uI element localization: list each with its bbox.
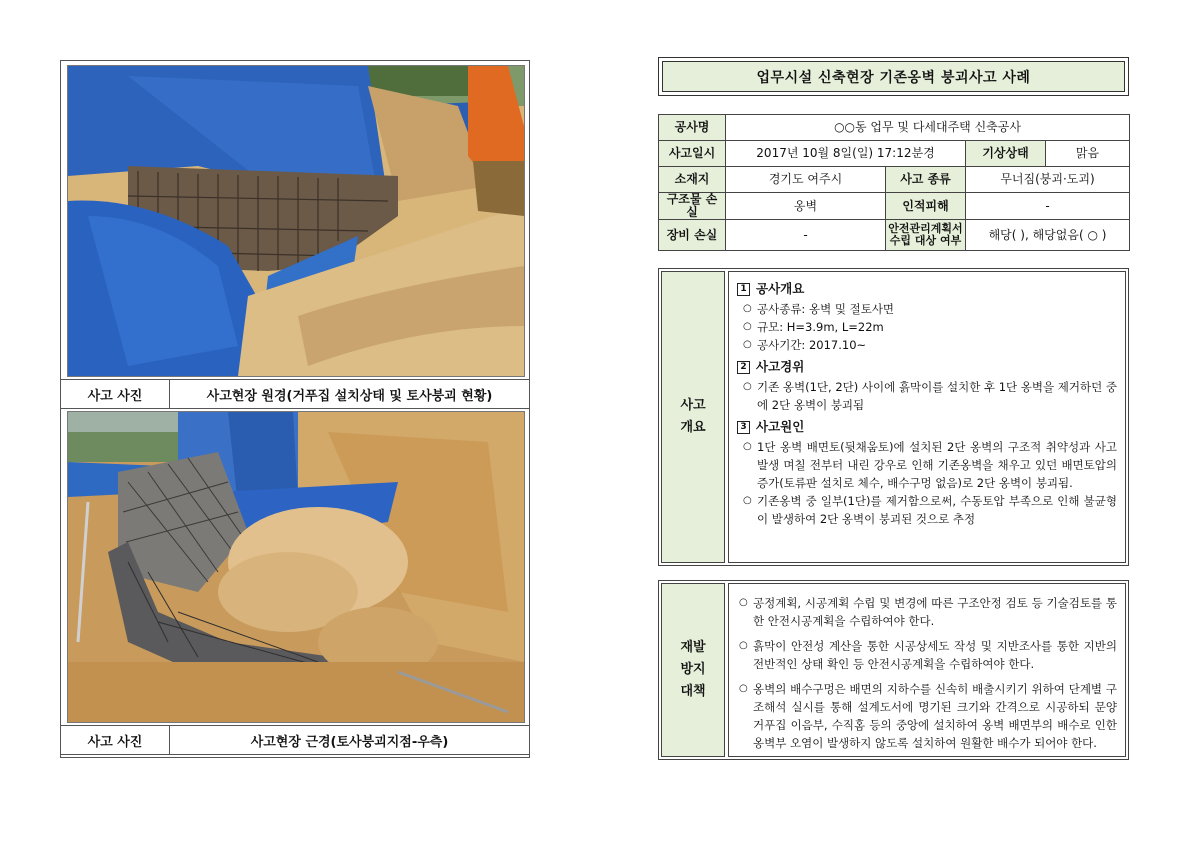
document-title-box (658, 57, 1129, 96)
subsection-title: 사고경위 (756, 359, 805, 374)
list-item-text: 공사종류: 옹벽 및 절토사면 (757, 302, 895, 316)
weather-label: 기상상태 (966, 141, 1046, 167)
accident-overview-section (658, 268, 1129, 566)
bullet-icon: ○ (743, 321, 752, 332)
accident-photo-close-image (68, 412, 524, 722)
project-value: ○○동 업무 및 다세대주택 신축공사 (726, 115, 1130, 141)
list-item (743, 318, 1117, 336)
accident-type-value: 무너짐(붕괴·도괴) (966, 167, 1130, 193)
photo-panel (60, 60, 530, 758)
bullet-icon: ○ (739, 597, 748, 608)
list-item-text: 공사기간: 2017.10~ (757, 338, 867, 352)
list-item-text: 규모: H=3.9m, L=22m (757, 320, 884, 334)
subsection-number: 1 (737, 283, 750, 296)
safety-plan-label-line: 안전관리계획서 (888, 222, 963, 235)
photo-caption-row-2 (61, 725, 529, 755)
photo-caption: 사고현장 근경(토사붕괴지점-우측) (250, 734, 449, 750)
accident-type-label: 사고 종류 (886, 167, 966, 193)
overview-label (661, 271, 725, 563)
bullet-icon: ○ (739, 640, 748, 651)
subsection-heading (737, 358, 1117, 376)
subsection-number: 3 (737, 421, 750, 434)
structure-loss-value: 옹벽 (726, 193, 886, 220)
accident-info-table (658, 114, 1130, 251)
photo-caption-label: 사고 사진 (61, 380, 170, 408)
bullet-icon: ○ (743, 441, 752, 452)
list-item-text: 기존 옹벽(1단, 2단) 사이에 흙막이를 설치한 후 1단 옹벽을 제거하던 중에 2단 옹벽이 붕괴됨 (757, 380, 1117, 412)
safety-plan-label (886, 220, 966, 251)
safety-plan-label-line: 수립 대상 여부 (889, 234, 962, 247)
overview-label-line: 개요 (680, 420, 706, 435)
measures-label-line: 대책 (680, 684, 706, 699)
list-item (739, 680, 1117, 752)
subsection-title: 공사개요 (756, 281, 805, 296)
project-label: 공사명 (659, 115, 726, 141)
equipment-loss-label: 장비 손실 (659, 220, 726, 251)
photo-caption-label: 사고 사진 (61, 726, 170, 754)
bullet-icon: ○ (743, 381, 752, 392)
casualty-value: - (966, 193, 1130, 220)
list-item-text: 기존옹벽 중 일부(1단)를 제거함으로써, 수동토압 부족으로 인해 불균형이 발생하여 2단 옹벽이 붕괴된 것으로 추정 (757, 494, 1117, 526)
measures-body (728, 583, 1126, 757)
overview-body (728, 271, 1126, 563)
list-item-text: 옹벽의 배수구멍은 배면의 지하수를 신속히 배출시키기 위하여 단계별 구조해석 실시를 통해 설계도서에 명기된 크기와 간격으로 시공하되 문양 거푸집 이음부, 수직홈 등의 중앙에 설치하여 옹벽 배면부의 배수로 인한 옹벽부 오염이 발생하지 않도록 설치하여 원활한 배수가 되어야 한다. (753, 682, 1117, 750)
prevention-measures-section (658, 580, 1129, 760)
list-item (743, 438, 1117, 492)
safety-plan-value: 해당( ), 해당없음( ○ ) (966, 220, 1130, 251)
list-item (739, 594, 1117, 630)
subsection-heading (737, 280, 1117, 298)
list-item (743, 492, 1117, 528)
subsection-heading (737, 418, 1117, 436)
bullet-icon: ○ (739, 683, 748, 694)
subsection-title: 사고원인 (756, 419, 805, 434)
photo-caption-row-1 (61, 379, 529, 409)
accident-photo-close (67, 411, 525, 723)
accident-photo-wide (67, 65, 525, 377)
equipment-loss-value: - (726, 220, 886, 251)
bullet-icon: ○ (743, 339, 752, 350)
bullet-icon: ○ (743, 495, 752, 506)
bullet-icon: ○ (743, 303, 752, 314)
list-item (739, 637, 1117, 673)
list-item (743, 336, 1117, 354)
measures-label-line: 재발 (680, 640, 706, 655)
list-item-text: 공정계획, 시공계획 수립 및 변경에 따른 구조안정 검토 등 기술검토를 통한 안전시공계획을 수립하여야 한다. (753, 596, 1117, 628)
date-label: 사고일시 (659, 141, 726, 167)
photo-caption: 사고현장 원경(거푸집 설치상태 및 토사붕괴 현황) (206, 388, 493, 404)
location-value: 경기도 여주시 (726, 167, 886, 193)
list-item (743, 300, 1117, 318)
measures-label (661, 583, 725, 757)
list-item (743, 378, 1117, 414)
accident-photo-wide-image (68, 66, 524, 376)
date-value: 2017년 10월 8일(일) 17:12분경 (726, 141, 966, 167)
structure-loss-label: 구조물 손실 (659, 193, 726, 220)
list-item-text: 흙막이 안전성 계산을 통한 시공상세도 작성 및 지반조사를 통한 지반의 전반적인 상태 확인 등 안전시공계획을 수립하여야 한다. (753, 639, 1117, 671)
weather-value: 맑음 (1046, 141, 1130, 167)
subsection-number: 2 (737, 361, 750, 374)
list-item-text: 1단 옹벽 배면토(뒷채움토)에 설치된 2단 옹벽의 구조적 취약성과 사고 발생 며칠 전부터 내린 강우로 인해 기존옹벽을 채우고 있던 배면토압의 증가(토류판 설치로 체수, 배수구멍 없음)로 2단 옹벽이 붕괴됨. (757, 440, 1117, 490)
document-title: 업무시설 신축현장 기존옹벽 붕괴사고 사례 (662, 61, 1125, 92)
location-label: 소재지 (659, 167, 726, 193)
measures-label-line: 방지 (680, 662, 706, 677)
overview-label-line: 사고 (680, 398, 706, 413)
casualty-label: 인적피해 (886, 193, 966, 220)
